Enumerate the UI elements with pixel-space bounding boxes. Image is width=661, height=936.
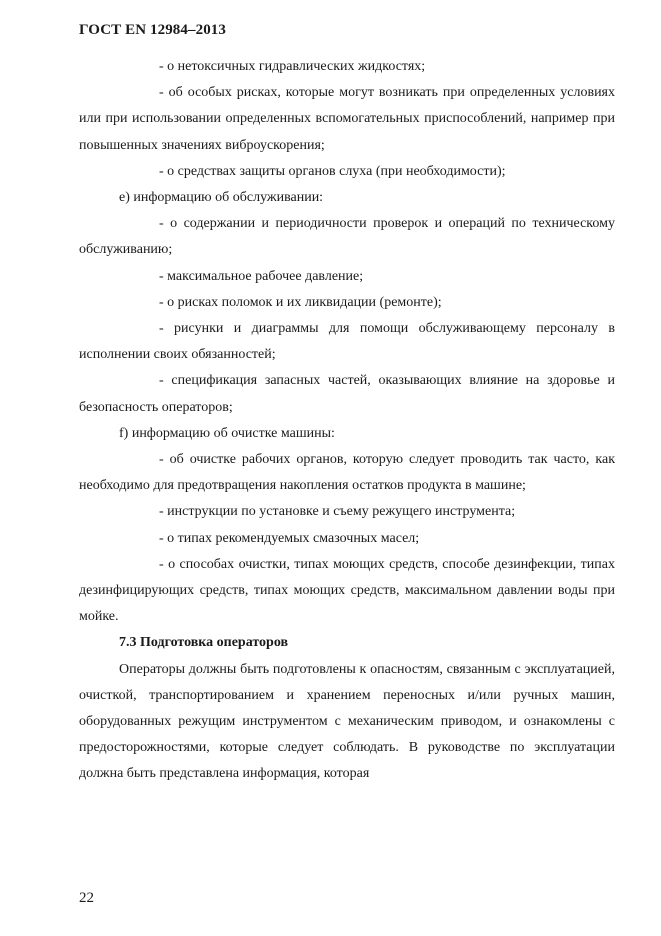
- list-item: - о средствах защиты органов слуха (при необходимости);: [159, 163, 506, 179]
- list-item: - о способах очистки, типах моющих средств, способе дезинфекции, типах дезинфицирующих средств, типах моющих средств, максимальном давлении воды при мойке.: [79, 556, 615, 625]
- list-item: - о содержании и периодичности проверок и операций по техническому обслуживанию;: [79, 216, 615, 258]
- list-heading-cleaning: f) информацию об очистке машины:: [119, 425, 335, 441]
- page-number: 22: [79, 890, 94, 906]
- body-text: [79, 54, 615, 788]
- section-paragraph: Операторы должны быть подготовлены к опасностям, связанным с эксплуатацией, очисткой, транспортированием и хранением переносных и/или ручных машин, оборудованных режущим инструментом с механическим приводом, и ознакомлены с предосторожностями, которые следует соблюдать. В руководстве по эксплуатации должна быть представлена информация, которая: [79, 661, 615, 782]
- list-item: - спецификация запасных частей, оказывающих влияние на здоровье и безопасность операторов;: [79, 373, 615, 415]
- list-item: - максимальное рабочее давление;: [159, 268, 364, 284]
- list-item: - о рисках поломок и их ликвидации (ремонте);: [159, 294, 442, 310]
- list-item: - об очистке рабочих органов, которую следует проводить так часто, как необходимо для предотвращения накопления остатков продукта в машине;: [79, 452, 615, 494]
- section-heading: 7.3 Подготовка операторов: [119, 635, 289, 651]
- list-item: - инструкции по установке и съему режущего инструмента;: [159, 504, 516, 520]
- list-item: - об особых рисках, которые могут возникать при определенных условиях или при использовании определенных вспомогательных приспособлений, например при повышенных значениях виброускорения;: [79, 85, 615, 153]
- list-item: - о нетоксичных гидравлических жидкостях;: [159, 59, 426, 74]
- list-item: - рисунки и диаграммы для помощи обслуживающему персоналу в исполнении своих обязанностей;: [79, 321, 615, 363]
- list-item: - о типах рекомендуемых смазочных масел;: [159, 530, 420, 546]
- list-heading-maintenance: e) информацию об обслуживании:: [119, 190, 324, 206]
- document-code-header: ГОСТ EN 12984–2013: [79, 22, 226, 38]
